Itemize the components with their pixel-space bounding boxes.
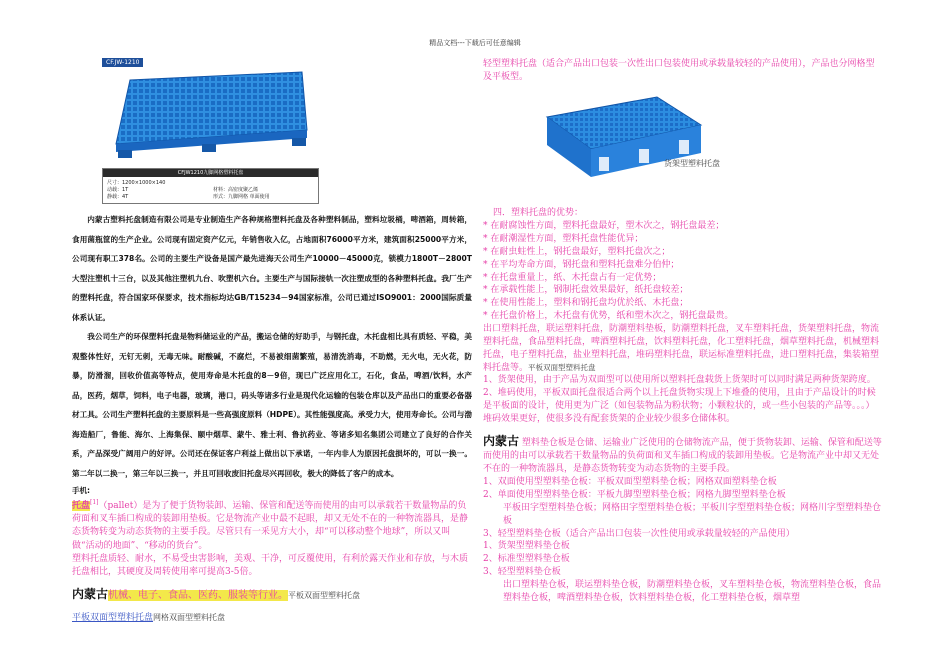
advantage-item: * 在耐潮湿性方面，塑料托盘性能优异；	[483, 233, 644, 244]
spec-row: 材料：高密度聚乙烯	[213, 187, 259, 193]
usage-paragraph-2: 2、堆码使用，平板双面托盘很适合两个以上托盘货物实现上下堆叠的使用，且由于产品设计的时候是平板面的设计，使用更为广泛（如包装物品为粉状物；小颗粒状的，或一些小包装的产品等。。。）堆码效果更好，使很多没有配套货架的企业较少很多仓储体积。	[483, 388, 876, 424]
advantage-item: * 在耐腐蚀性方面，塑料托盘最好，塑木次之，钢托盘最差；	[483, 220, 725, 231]
type-list-item: 3、轻型塑料垫仓板（适合产品出口包装一次性使用或承载量较轻的产品使用）	[483, 528, 795, 539]
intro-paragraph-2: 我公司生产的环保塑料托盘是物料储运业的产品，搬运仓储的好助手，与钢托盘，木托盘相比具有质轻、平稳，美观整体性好，无钉无刺，无毒无味。耐酸碱，不腐烂，不易被细菌繁殖，易清洗消毒，不助燃，无火电，无火花，防暴，防滑溜，回收价值高等特点，使用寿命是木托盘的8－9倍，现已广泛应用化工，石化，食品，啤酒/饮料，水产品，医药，烟草，饲料，电子电器，玻璃，港口，码头等诸多行业是现代化运输的包装仓库以及产品出口的重要必备器材工具。公司生产塑料托盘的主要原料是一些高强度原料（HDPE）。其性能强度高。承受力大，使用寿命长。公司与渤海造船厂，鲁能、海尔、上海集保、颐中烟草、蒙牛、雅士利、鲁抗药业、等诸多知名集团公司建立了良好的合作关系，产品深受广阔用户的好评。公司还在保证客户利益上做出以下承诺，一年内非人为原因托盘损坏的，可以一换一。第二年以二换一，第三年以三换一，并且可回收废旧托盘尽兴再回收，极大的降低了客户的成本。	[72, 332, 472, 478]
grid-double-caption: 网格双面型塑料托盘	[153, 613, 226, 623]
pallet-term: 托盘	[72, 501, 91, 511]
nmg-small-caption: 平板双面型塑料托盘	[288, 591, 361, 601]
page-header: 精品文档---下载后可任意编辑	[429, 39, 521, 47]
type-list-indent: 平板田字型塑料垫仓板；网格田字型塑料垫仓板；平板川字型塑料垫仓板；网格川字型塑料垫仓板	[503, 503, 882, 526]
spec-table	[102, 168, 319, 204]
type-list-item: 1、双面使用型塑料垫仓板：平板双面型塑料垫仓板；网格双面塑料垫仓板	[483, 477, 777, 488]
pallet-definition	[72, 496, 472, 553]
keywords-paragraph	[483, 323, 883, 374]
advantage-item: * 在托盘重量上，纸、木托盘占有一定优势；	[483, 272, 662, 283]
final-keywords: 出口塑料垫仓板，联运塑料垫仓板，防潮塑料垫仓板，叉车塑料垫仓板，物流塑料垫仓板，食品塑料垫仓板，啤酒塑料垫仓板，饮料塑料垫仓板，化工塑料垫仓板，烟草塑	[503, 579, 882, 603]
keywords-small-caption: 平板双面型塑料托盘	[528, 362, 596, 372]
keywords-text: 出口塑料托盘，联运塑料托盘，防潮塑料垫板，防潮塑料托盘，叉车塑料托盘，货架塑料托盘，物流塑料托盘，食品塑料托盘，啤酒塑料托盘，饮料塑料托盘，化工塑料托盘，烟草塑料托盘，机械塑料托盘，电子塑料托盘，盐业塑料托盘，堆码塑料托盘，联运标准塑料托盘，进口塑料托盘，集装箱塑料托盘等。	[483, 324, 880, 373]
right-column	[483, 58, 883, 604]
pallet-photo-cfjw1210	[102, 58, 317, 168]
rack-pallet-caption: 货架型塑料托盘	[664, 159, 720, 168]
light-pallet-text: 轻型塑料托盘（适合产品出口包装一次性出口包装使用或承载量较轻的产品使用），产品也分网格型及平板型。	[483, 59, 875, 82]
advantage-item: * 在耐虫蛀性上，钢托盘最好，塑料托盘次之；	[483, 246, 671, 257]
spec-title: CFJW1210九脚网格塑料托盘	[103, 169, 318, 177]
rack-pallet-photo	[539, 87, 707, 197]
spec-row: 动载：1T	[107, 187, 129, 193]
spec-row: 静载：4T	[107, 194, 129, 200]
pallet-definition-text: （pallet）是为了便于货物装卸、运输、保管和配送等而使用的由可以承载若干数量物品的负荷面和叉车插口构成的装卸用垫板。它是物流产业中最不起眼，却又无处不在的一种物流器具，是静态货物转变为动态货物的主要手段。尽管只有一釆见方大小，却“可以移动整个地球”，所以又叫做“活动的地面”、“移动的货台”。	[72, 501, 469, 551]
pallet-image	[102, 58, 317, 168]
nmg-industries-line	[72, 585, 472, 602]
industries-highlight: 机械、电子、食品、医药、服装等行业。	[108, 590, 289, 602]
company-intro	[72, 210, 472, 483]
category-list-item: 1、货架型塑料垫仓板	[483, 541, 570, 552]
advantage-item: * 在使用性能上，塑料和钢托盘均优於纸、木托盘；	[483, 298, 689, 309]
category-list-item: 3、轻型塑料垫仓板	[483, 567, 561, 577]
spec-row: 形式：九脚网格 单面使用	[213, 194, 270, 200]
advantage-item: * 在托盘价格上，木托盘有优势，纸和塑木次之，钢托盘最贵。	[483, 311, 734, 322]
category-list-item: 2、标准型塑料垫仓板	[483, 554, 570, 565]
advantages-section	[483, 207, 883, 323]
nmg-section	[483, 435, 883, 477]
rack-pallet-image	[539, 87, 707, 197]
nmg-section-text: 塑料垫仓板是仓储、运输业广泛使用的仓储物流产品，便于货物装卸、运输、保管和配送等而使用的由可以承载若干数量物品的负荷面和叉车插口构成的装卸用垫板。它是物流产业中却又无处不在的一种物流器具，是静态货物转变为动态货物的主要手段。	[483, 437, 882, 475]
nmg-label: 内蒙古	[72, 587, 109, 602]
product-tag: CF.JW-1210	[102, 58, 143, 67]
advantages-heading: 四．塑料托盘的优势：	[493, 208, 584, 218]
plastic-pallet-desc: 塑料托盘质轻、耐水，不易受虫害影响，美观、干净，可反覆使用，有利於露天作业和存放，与木质托盘相比，其硬度及周转使用率可提高3-5倍。	[72, 553, 469, 578]
left-column	[72, 58, 472, 623]
advantage-item: * 在承载性能上，钢制托盘效果最好，纸托盘较差；	[483, 285, 689, 296]
spec-row: 尺寸：1200×1000×140	[107, 180, 166, 186]
citation[interactable]: [1]	[90, 499, 99, 506]
usage-paragraph-1: 1、货架使用，由于产品为双面型可以使用所以塑料托盘载货上货架时可以同时满足两种货架跨度。	[483, 375, 876, 386]
nmg-heading: 内蒙古	[483, 433, 520, 448]
intro-paragraph-1: 内蒙古塑料托盘制造有限公司是专业制造生产各种规格塑料托盘及各种塑料制品，塑料垃圾桶，啤酒箱，周转箱，食用菌瓶筐的生产企业。公司现有固定资产亿元，年销售收入亿，占地面积76000平方米，建筑面积25000平方米，公司现有职工378名。公司的主要生产设备是国产最先进海天公司生产10000－45000克，锁模力1800T－2800T大型注塑机十三台，以及其他注塑机九台、吹塑机六台。主要生产与国际接轨一次注塑成型的各种塑料托盘。我厂生产的塑料托盘，符合国家环保要求，技术指标均达GB/T15234－94国家标准，公司已通过ISO9001：2000国际质量体系认证。	[72, 215, 472, 322]
phone-label: 手机:	[72, 486, 90, 495]
type-list-item: 2、单面使用型塑料垫仓板：平板九脚型塑料垫仓板；网格九脚型塑料垫仓板	[483, 490, 786, 501]
last-line	[72, 610, 472, 623]
advantage-item: * 在平均寿命方面，钢托盘和塑料托盘难分伯仲；	[483, 259, 680, 270]
flat-double-pallet-link[interactable]: 平板双面型塑料托盘	[72, 613, 154, 624]
